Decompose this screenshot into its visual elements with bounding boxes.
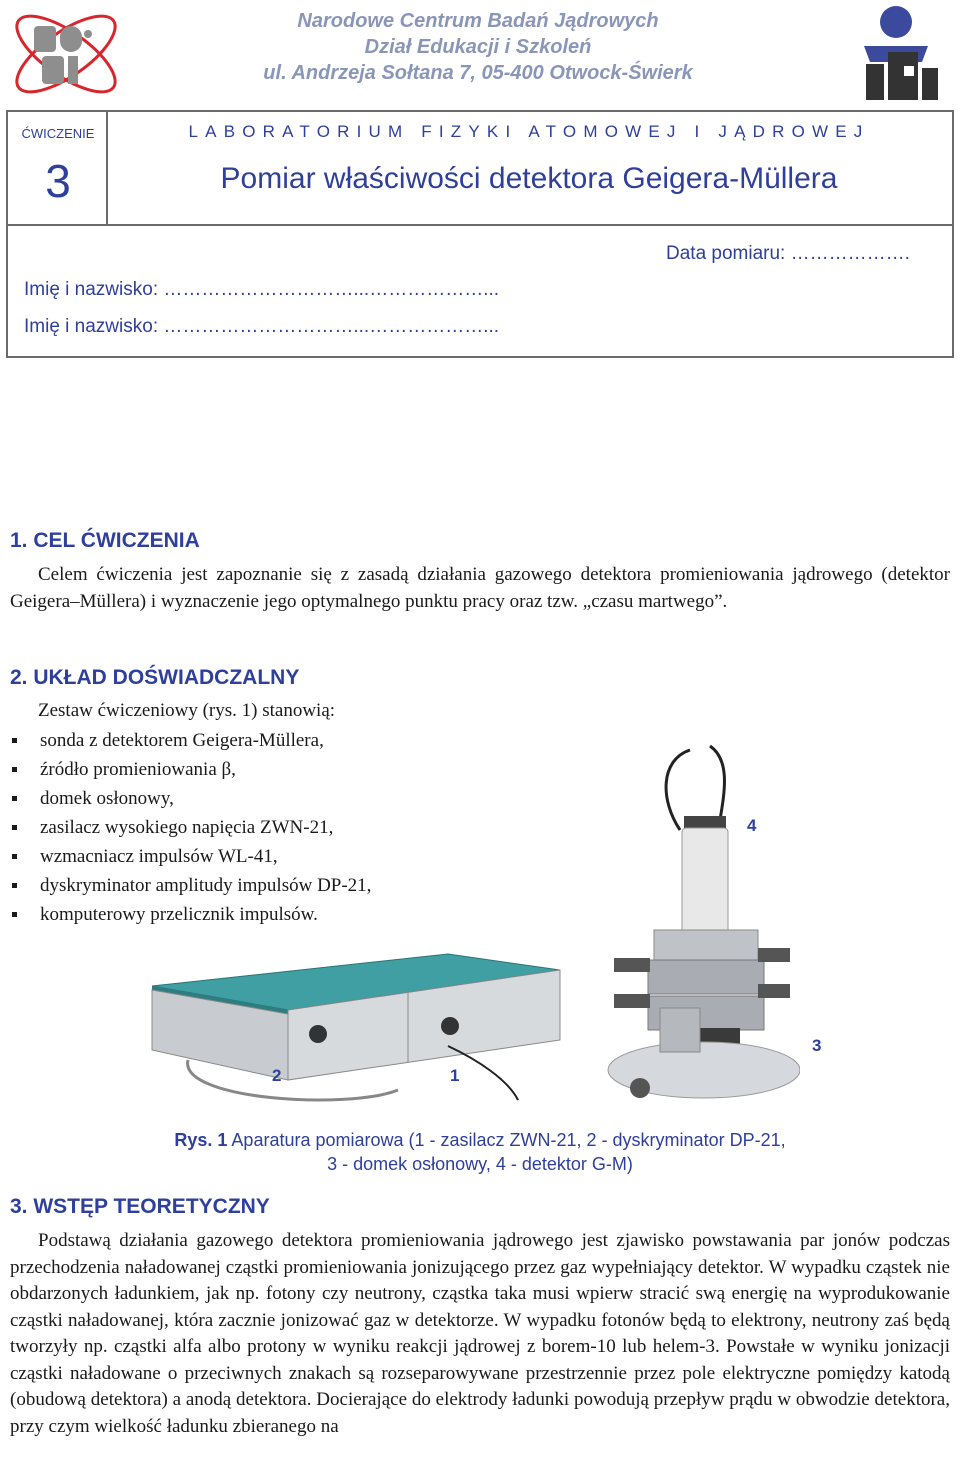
- list-item: sonda z detektorem Geigera-Müllera,: [10, 726, 371, 755]
- rack-equipment-photo: [148, 950, 562, 1110]
- list-item: dyskryminator amplitudy impulsów DP-21,: [10, 871, 371, 900]
- theory-paragraph: Podstawą działania gazowego detektora promieniowania jądrowego jest zjawisko powstawania par jonów podczas przechodzenia naładowanej cząstki promieniowania jonizującego przez gaz wypełniający detektor. W wypadku cząstek nie obdarzonych ładunkiem, jak np. fotony czy neutrony, cząstka taka musi wpierw stracić swą energię na wyprodukowanie cząstki naładowanej, która zacznie jonizować gaz w detektorze. W wypadku fotonów będą to elektrony, neutrony zaś będą tworzyły np. cząstki alfa albo protony w wyniku reakcji jądrowej z borem-10 lub helem-3. Powstałe w wyniku jonizacji cząstki naładowane o przeciwnych znakach są rozseparowywane przestrzennie przez pole elektryczne pomiędzy katodą (obudową detektora) a anodą detektora. Docierające do elektrody ładunki powodują przepływ prądu w obwodzie detektora, przy czym wielkość ładunku zbieranego na: [10, 1230, 950, 1437]
- section-heading-setup: 2. UKŁAD DOŚWIADCZALNY: [10, 666, 300, 689]
- list-item: komputerowy przelicznik impulsów.: [10, 900, 371, 929]
- section-heading-goal: 1. CEL ĆWICZENIA: [10, 529, 200, 552]
- lab-info-box: [6, 110, 954, 358]
- department-name: Dział Edukacji i Szkoleń: [364, 36, 592, 58]
- goal-paragraph: Celem ćwiczenia jest zapoznanie się z zasadą działania gazowego detektora promieniowania jądrowego (detektor Geigera–Müllera) i wyznaczenie jego optymalnego punktu pracy oraz tzw. „czasu martwego”.: [10, 564, 950, 612]
- education-logo: [846, 2, 946, 104]
- list-item: wzmacniacz impulsów WL-41,: [10, 842, 371, 871]
- exercise-topic: Pomiar właściwości detektora Geigera-Müllera: [220, 162, 838, 195]
- figure-caption-ref: Rys. 1: [174, 1130, 228, 1150]
- list-item: źródło promieniowania β,: [10, 755, 371, 784]
- figure-caption: [120, 1128, 840, 1176]
- setup-intro: Zestaw ćwiczeniowy (rys. 1) stanowią:: [38, 700, 336, 721]
- exercise-number: 3: [45, 155, 71, 207]
- figure-label-3: 3: [812, 1036, 822, 1055]
- section-heading-theory: 3. WSTĘP TEORETYCZNY: [10, 1195, 270, 1218]
- lab-name: LABORATORIUM FIZYKI ATOMOWEJ I JĄDROWEJ: [188, 122, 870, 141]
- figure-label-4: 4: [747, 816, 757, 835]
- exercise-cell: [8, 112, 108, 226]
- figure-caption-line1: Aparatura pomiarowa (1 - zasilacz ZWN-21, 2 - dyskryminator DP-21,: [227, 1130, 786, 1150]
- list-item: domek osłonowy,: [10, 784, 371, 813]
- address: ul. Andrzeja Sołtana 7, 05-400 Otwock-Świerk: [263, 62, 693, 84]
- student-name-field-2[interactable]: Imię i nazwisko: …………………………...………………...: [24, 316, 500, 337]
- equipment-list: [10, 726, 371, 929]
- figure-label-2: 2: [272, 1066, 282, 1085]
- figure-label-1: 1: [450, 1066, 460, 1085]
- lab-title-cell: [106, 112, 952, 226]
- list-item: zasilacz wysokiego napięcia ZWN-21,: [10, 813, 371, 842]
- detector-shield-photo: [600, 740, 800, 1112]
- exercise-label: ĆWICZENIE: [21, 126, 95, 141]
- measurement-date-field[interactable]: Data pomiaru: ……………….: [666, 243, 910, 264]
- student-name-field-1[interactable]: Imię i nazwisko: …………………………...………………...: [24, 279, 500, 300]
- institute-name: Narodowe Centrum Badań Jądrowych: [297, 10, 659, 32]
- figure-caption-line2: 3 - domek osłonowy, 4 - detektor G-M): [327, 1154, 633, 1174]
